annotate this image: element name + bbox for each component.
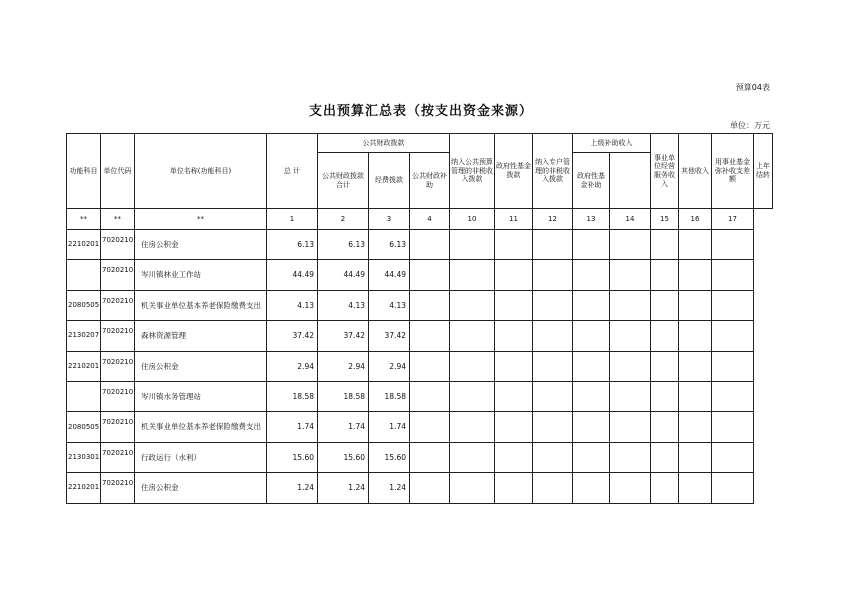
- total-cell: 37.42: [267, 321, 318, 351]
- header-upper-gov-fund: 政府性基金补助: [573, 153, 610, 209]
- empty-cell: [610, 260, 651, 290]
- total-cell: 1.24: [267, 473, 318, 503]
- pf-total-cell: 44.49: [318, 260, 369, 290]
- unit-name-cell: 住房公积金: [135, 230, 267, 260]
- empty-cell: [610, 412, 651, 442]
- total-cell: 15.60: [267, 442, 318, 472]
- empty-cell: [651, 412, 679, 442]
- operating-cell: 2.94: [369, 351, 410, 381]
- empty-cell: [712, 473, 754, 503]
- pf-total-cell: 6.13: [318, 230, 369, 260]
- empty-cell: [651, 442, 679, 472]
- operating-cell: 1.74: [369, 412, 410, 442]
- empty-cell: [573, 260, 610, 290]
- empty-cell: [410, 351, 450, 381]
- unit-code-cell: 7020210: [101, 473, 135, 503]
- index-cell: 15: [651, 209, 679, 230]
- index-cell: 2: [318, 209, 369, 230]
- empty-cell: [450, 351, 495, 381]
- empty-cell: [610, 473, 651, 503]
- header-business-income: 事业单位经营服务收入: [651, 134, 679, 209]
- total-cell: 18.58: [267, 381, 318, 411]
- empty-cell: [712, 412, 754, 442]
- empty-cell: [679, 351, 712, 381]
- empty-cell: [450, 381, 495, 411]
- index-cell: 17: [712, 209, 754, 230]
- empty-cell: [651, 260, 679, 290]
- unit-code-cell: 7020210: [101, 381, 135, 411]
- empty-cell: [712, 381, 754, 411]
- operating-cell: 44.49: [369, 260, 410, 290]
- header-other-income: 其他收入: [679, 134, 712, 209]
- header-public-finance: 公共财政拨款: [318, 134, 450, 153]
- table-row: [67, 290, 773, 320]
- empty-cell: [495, 230, 533, 260]
- pf-total-cell: 4.13: [318, 290, 369, 320]
- func-code-cell: 2080505: [67, 290, 101, 320]
- pf-total-cell: 37.42: [318, 321, 369, 351]
- empty-cell: [495, 351, 533, 381]
- func-code-cell: 2210201: [67, 351, 101, 381]
- empty-cell: [410, 290, 450, 320]
- operating-cell: 15.60: [369, 442, 410, 472]
- header-budget-mgmt: 纳入公共预算管理的非税收入拨款: [450, 134, 495, 209]
- func-code-cell: 2210201: [67, 230, 101, 260]
- operating-cell: 18.58: [369, 381, 410, 411]
- table-row: [67, 260, 773, 290]
- empty-cell: [533, 412, 573, 442]
- empty-cell: [610, 381, 651, 411]
- empty-cell: [651, 230, 679, 260]
- empty-cell: [573, 381, 610, 411]
- empty-cell: [712, 290, 754, 320]
- table-row: [67, 412, 773, 442]
- operating-cell: 37.42: [369, 321, 410, 351]
- empty-cell: [679, 321, 712, 351]
- empty-cell: [651, 321, 679, 351]
- header-upper-public: 公共财政补助: [410, 153, 450, 209]
- header-func-code: 功能科目: [67, 134, 101, 209]
- empty-cell: [573, 230, 610, 260]
- empty-cell: [651, 381, 679, 411]
- empty-cell: [450, 442, 495, 472]
- header-unit-code: 单位代码: [101, 134, 135, 209]
- empty-cell: [573, 290, 610, 320]
- func-code-cell: 2130301: [67, 442, 101, 472]
- index-cell: **: [101, 209, 135, 230]
- empty-cell: [495, 381, 533, 411]
- pf-total-cell: 1.74: [318, 412, 369, 442]
- func-code-cell: [67, 381, 101, 411]
- empty-cell: [533, 321, 573, 351]
- empty-cell: [410, 412, 450, 442]
- empty-cell: [450, 230, 495, 260]
- header-last-year: 上年结转: [754, 134, 773, 209]
- header-operating: 经费拨款: [369, 153, 410, 209]
- table-row: [67, 321, 773, 351]
- unit-label: 单位：万元: [730, 121, 770, 130]
- pf-total-cell: 1.24: [318, 473, 369, 503]
- empty-cell: [651, 290, 679, 320]
- empty-cell: [410, 321, 450, 351]
- total-cell: 4.13: [267, 290, 318, 320]
- table-row: [67, 230, 773, 260]
- unit-code-cell: 7020210: [101, 412, 135, 442]
- unit-code-cell: 7020210: [101, 442, 135, 472]
- unit-name-cell: 机关事业单位基本养老保险缴费支出: [135, 290, 267, 320]
- empty-cell: [651, 351, 679, 381]
- empty-cell: [573, 473, 610, 503]
- index-cell: 1: [267, 209, 318, 230]
- unit-code-cell: 7020210: [101, 260, 135, 290]
- empty-cell: [450, 290, 495, 320]
- operating-cell: 6.13: [369, 230, 410, 260]
- empty-cell: [450, 260, 495, 290]
- empty-cell: [610, 290, 651, 320]
- pf-total-cell: 15.60: [318, 442, 369, 472]
- empty-cell: [610, 351, 651, 381]
- empty-cell: [450, 321, 495, 351]
- empty-cell: [495, 290, 533, 320]
- empty-cell: [679, 290, 712, 320]
- header-upper-subsidy: 上级补助收入: [573, 134, 651, 153]
- total-cell: 44.49: [267, 260, 318, 290]
- header-special-mgmt: 纳入专户管理的非税收入拨款: [533, 134, 573, 209]
- empty-cell: [573, 442, 610, 472]
- empty-cell: [573, 412, 610, 442]
- total-cell: 1.74: [267, 412, 318, 442]
- empty-cell: [679, 473, 712, 503]
- index-cell: 10: [450, 209, 495, 230]
- empty-cell: [651, 473, 679, 503]
- empty-cell: [679, 230, 712, 260]
- empty-cell: [610, 442, 651, 472]
- index-cell: 11: [495, 209, 533, 230]
- empty-cell: [410, 442, 450, 472]
- header-unit-name: 单位名称(功能科目): [135, 134, 267, 209]
- empty-cell: [495, 260, 533, 290]
- page-title: 支出预算汇总表（按支出资金来源）: [308, 104, 533, 119]
- pf-total-cell: 2.94: [318, 351, 369, 381]
- func-code-cell: 2080505: [67, 412, 101, 442]
- empty-cell: [533, 351, 573, 381]
- index-cell: **: [135, 209, 267, 230]
- index-cell: 16: [679, 209, 712, 230]
- unit-name-cell: 岑川镇林业工作站: [135, 260, 267, 290]
- empty-cell: [533, 473, 573, 503]
- unit-name-cell: 住房公积金: [135, 351, 267, 381]
- empty-cell: [679, 442, 712, 472]
- index-cell: 14: [610, 209, 651, 230]
- empty-cell: [495, 412, 533, 442]
- empty-cell: [495, 442, 533, 472]
- index-cell: 12: [533, 209, 573, 230]
- operating-cell: 4.13: [369, 290, 410, 320]
- empty-cell: [610, 321, 651, 351]
- unit-name-cell: 森林资源管理: [135, 321, 267, 351]
- budget-table: [66, 133, 773, 504]
- header-pf-total: 公共财政拨款合计: [318, 153, 369, 209]
- func-code-cell: 2130207: [67, 321, 101, 351]
- empty-cell: [712, 230, 754, 260]
- unit-name-cell: 行政运行（水利）: [135, 442, 267, 472]
- operating-cell: 1.24: [369, 473, 410, 503]
- empty-cell: [679, 412, 712, 442]
- empty-cell: [533, 290, 573, 320]
- empty-cell: [410, 473, 450, 503]
- unit-code-cell: 7020210: [101, 351, 135, 381]
- table-row: [67, 381, 773, 411]
- total-cell: 6.13: [267, 230, 318, 260]
- table-row: [67, 442, 773, 472]
- empty-cell: [573, 351, 610, 381]
- index-cell: **: [67, 209, 101, 230]
- form-code: 预算04表: [735, 83, 770, 92]
- func-code-cell: [67, 260, 101, 290]
- empty-cell: [450, 412, 495, 442]
- func-code-cell: 2210201: [67, 473, 101, 503]
- empty-cell: [712, 260, 754, 290]
- empty-cell: [450, 473, 495, 503]
- pf-total-cell: 18.58: [318, 381, 369, 411]
- empty-cell: [610, 230, 651, 260]
- index-cell: 3: [369, 209, 410, 230]
- empty-cell: [533, 442, 573, 472]
- empty-cell: [410, 230, 450, 260]
- empty-cell: [410, 381, 450, 411]
- header-gov-fund: 政府性基金拨款: [495, 134, 533, 209]
- empty-cell: [679, 260, 712, 290]
- empty-cell: [712, 351, 754, 381]
- unit-name-cell: 机关事业单位基本养老保险缴费支出: [135, 412, 267, 442]
- index-cell: 13: [573, 209, 610, 230]
- unit-code-cell: 7020210: [101, 290, 135, 320]
- index-row: [67, 209, 773, 230]
- empty-cell: [533, 230, 573, 260]
- empty-cell: [495, 321, 533, 351]
- total-cell: 2.94: [267, 351, 318, 381]
- unit-code-cell: 7020210: [101, 230, 135, 260]
- unit-name-cell: 岑川镇水务管理站: [135, 381, 267, 411]
- table-row: [67, 351, 773, 381]
- header-fund-make-up: 用事业基金弥补收支差额: [712, 134, 754, 209]
- empty-cell: [533, 381, 573, 411]
- unit-name-cell: 住房公积金: [135, 473, 267, 503]
- empty-cell: [573, 321, 610, 351]
- empty-cell: [679, 381, 712, 411]
- unit-code-cell: 7020210: [101, 321, 135, 351]
- empty-cell: [495, 473, 533, 503]
- index-cell: 4: [410, 209, 450, 230]
- empty-cell: [533, 260, 573, 290]
- empty-cell: [712, 321, 754, 351]
- table-row: [67, 473, 773, 503]
- empty-cell: [410, 260, 450, 290]
- empty-cell: [712, 442, 754, 472]
- header-total: 总 计: [267, 134, 318, 209]
